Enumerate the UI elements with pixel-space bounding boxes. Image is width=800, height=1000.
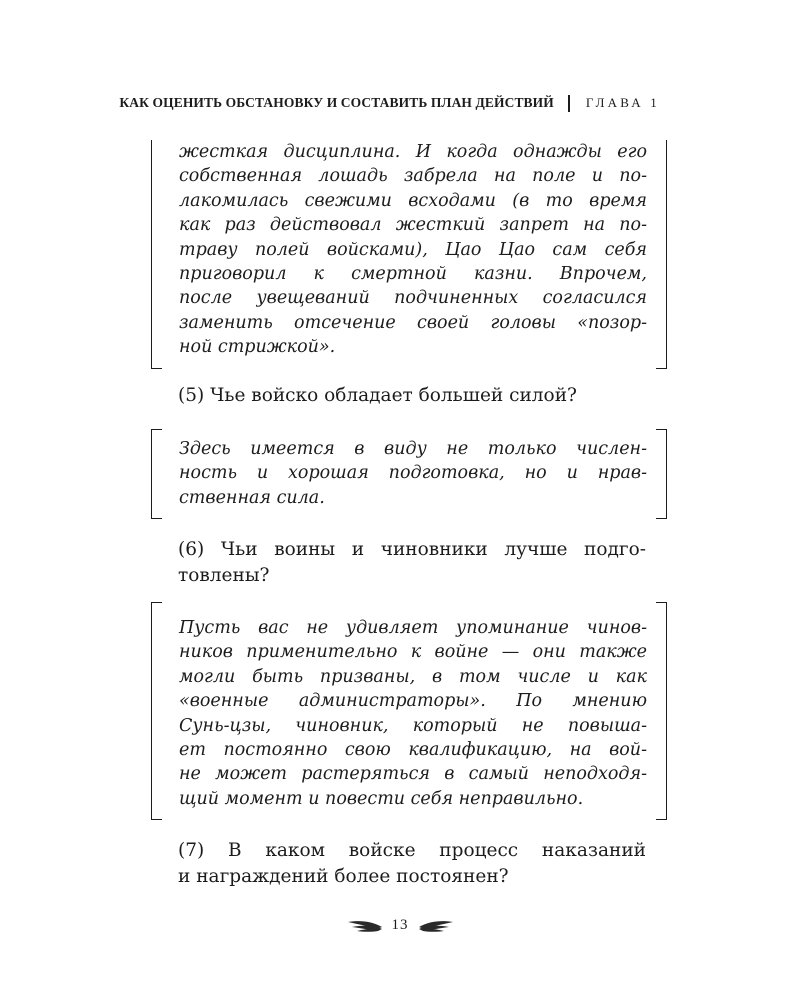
wing-ornament-right-icon xyxy=(418,918,454,934)
text-line: не может растеряться в самый неподходя- xyxy=(179,764,647,785)
text-line: «военные администраторы». По мнению xyxy=(179,691,647,712)
text-line: Сунь-цзы, чиновник, который не повыша- xyxy=(179,715,647,736)
text-line: ственная сила. xyxy=(179,487,325,508)
bracket-right xyxy=(656,602,667,820)
page-footer xyxy=(0,917,800,934)
text-line: после увещеваний подчиненных согласился xyxy=(179,288,647,309)
page-number: 13 xyxy=(391,917,409,933)
bracket-right xyxy=(656,429,667,519)
text-line: жесткая дисциплина. И когда однажды его xyxy=(179,142,647,162)
sidebar-box-officials xyxy=(151,602,667,820)
running-head-chapter: ГЛАВА 1 xyxy=(585,95,660,110)
text-line: Здесь имеется в виду не только числен- xyxy=(179,439,647,459)
question-line: (6) Чьи воины и чиновники лучше подго- xyxy=(178,539,646,560)
text-line: лакомилась свежими всходами (в то время xyxy=(179,190,647,211)
sidebar-box-continued xyxy=(151,140,667,369)
text-line: как раз действовал жесткий запрет на по- xyxy=(179,215,647,236)
text-line: траву полей войсками), Цао Цао сам себя xyxy=(179,239,647,260)
running-head-title: КАК ОЦЕНИТЬ ОБСТАНОВКУ И СОСТАВИТЬ ПЛАН ДЕЙСТВИЙ xyxy=(119,95,554,110)
running-head xyxy=(90,93,660,113)
question-6 xyxy=(178,537,646,589)
bracket-left xyxy=(151,602,162,820)
text-line: заменить отсечение своей головы «позор- xyxy=(179,312,647,333)
sidebar-text xyxy=(179,616,647,811)
bracket-right xyxy=(656,140,667,369)
text-line: ность и хорошая подготовка, но и нрав- xyxy=(179,463,647,484)
bracket-left xyxy=(151,140,162,369)
question-5 xyxy=(178,383,646,409)
wing-ornament-left-icon xyxy=(347,918,383,934)
text-line: ет постоянно свою квалификацию, на вой- xyxy=(179,739,647,760)
question-7 xyxy=(178,838,646,890)
question-line: и награждений более постоянен? xyxy=(178,866,509,887)
text-line: Пусть вас не удивляет упоминание чинов- xyxy=(179,618,647,638)
running-head-separator xyxy=(568,95,570,112)
text-line: могли быть призваны, в том числе и как xyxy=(179,666,647,687)
question-line: товлены? xyxy=(178,565,270,586)
sidebar-box-strength xyxy=(151,429,667,519)
question-line: (7) В каком войске процесс наказаний xyxy=(178,840,646,861)
text-line: собственная лошадь забрела на поле и по- xyxy=(179,166,647,187)
question-line: (5) Чье войско обладает большей силой? xyxy=(178,385,577,406)
text-line: ников применительно к войне — они также xyxy=(179,642,647,663)
text-line: ной стрижкой». xyxy=(179,337,336,358)
text-line: щий момент и повести себя неправильно. xyxy=(179,788,584,809)
bracket-left xyxy=(151,429,162,519)
text-line: приговорил к смертной казни. Впрочем, xyxy=(179,263,647,284)
sidebar-text xyxy=(179,437,647,510)
sidebar-text xyxy=(179,140,647,360)
